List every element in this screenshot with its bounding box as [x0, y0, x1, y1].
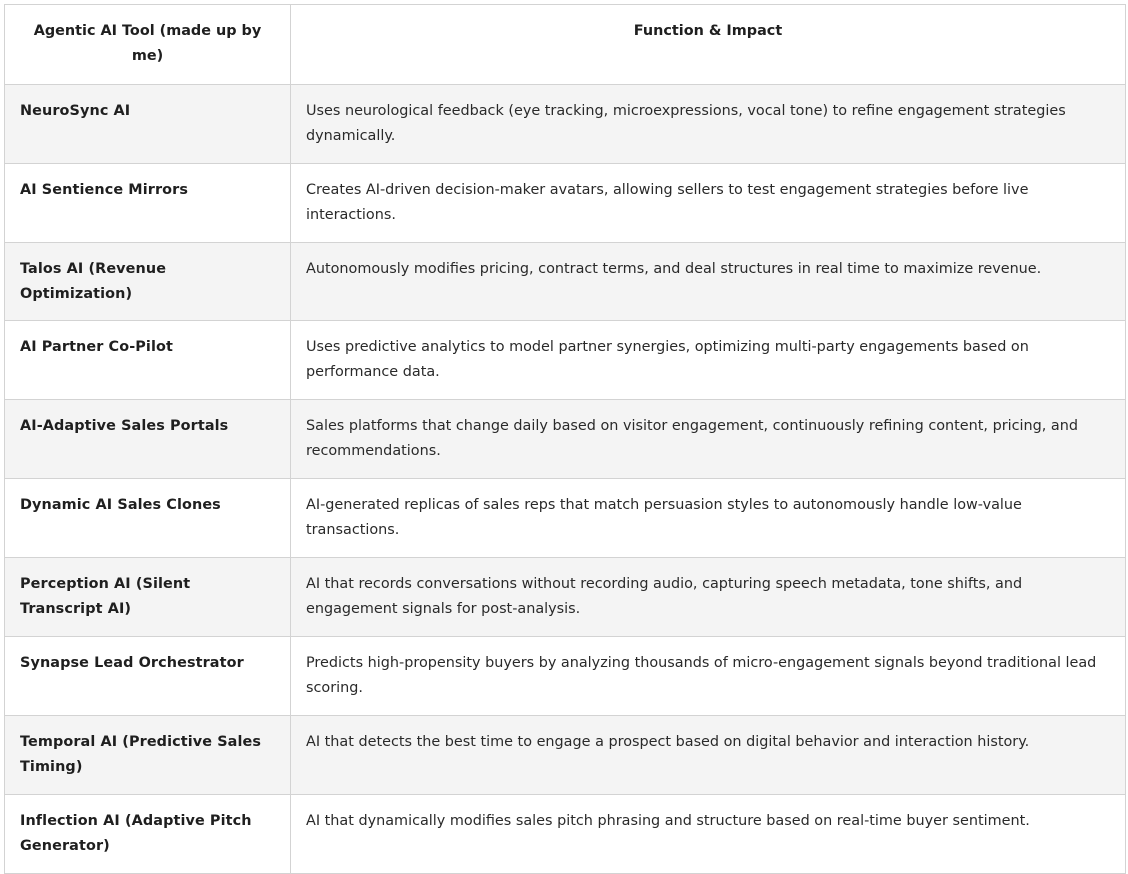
- header-tool: Agentic AI Tool (made up by me): [5, 5, 291, 85]
- tool-name-cell: Inflection AI (Adaptive Pitch Generator): [5, 795, 291, 874]
- tool-name-cell: Talos AI (Revenue Optimization): [5, 243, 291, 321]
- table-row: [5, 400, 1126, 479]
- tool-name-cell: Synapse Lead Orchestrator: [5, 637, 291, 716]
- agentic-ai-tools-table: [4, 4, 1126, 874]
- impact-cell: AI that records conversations without recording audio, capturing speech metadata, tone shifts, and engagement signals for post-analysis.: [291, 558, 1126, 637]
- tool-name-cell: Dynamic AI Sales Clones: [5, 479, 291, 558]
- table-row: [5, 795, 1126, 874]
- tool-name-cell: AI Sentience Mirrors: [5, 164, 291, 243]
- table-row: [5, 558, 1126, 637]
- table-row: [5, 321, 1126, 400]
- table-row: [5, 479, 1126, 558]
- impact-cell: AI that detects the best time to engage a prospect based on digital behavior and interaction history.: [291, 716, 1126, 795]
- tool-name-cell: Temporal AI (Predictive Sales Timing): [5, 716, 291, 795]
- table-row: [5, 716, 1126, 795]
- impact-cell: Uses neurological feedback (eye tracking, microexpressions, vocal tone) to refine engagement strategies dynamically.: [291, 85, 1126, 164]
- impact-cell: Predicts high-propensity buyers by analyzing thousands of micro-engagement signals beyond traditional lead scoring.: [291, 637, 1126, 716]
- header-row: [5, 5, 1126, 85]
- impact-cell: AI that dynamically modifies sales pitch phrasing and structure based on real-time buyer sentiment.: [291, 795, 1126, 874]
- table-body: [5, 85, 1126, 874]
- impact-cell: AI-generated replicas of sales reps that match persuasion styles to autonomously handle low-value transactions.: [291, 479, 1126, 558]
- table-row: [5, 243, 1126, 321]
- impact-cell: Creates AI-driven decision-maker avatars, allowing sellers to test engagement strategies before live interactions.: [291, 164, 1126, 243]
- tool-name-cell: Perception AI (Silent Transcript AI): [5, 558, 291, 637]
- tool-name-cell: AI Partner Co-Pilot: [5, 321, 291, 400]
- impact-cell: Autonomously modifies pricing, contract terms, and deal structures in real time to maximize revenue.: [291, 243, 1126, 321]
- table-row: [5, 85, 1126, 164]
- header-impact: Function & Impact: [291, 5, 1126, 85]
- tool-name-cell: AI-Adaptive Sales Portals: [5, 400, 291, 479]
- tool-name-cell: NeuroSync AI: [5, 85, 291, 164]
- impact-cell: Uses predictive analytics to model partner synergies, optimizing multi-party engagements based on performance data.: [291, 321, 1126, 400]
- table-header: [5, 5, 1126, 85]
- table-row: [5, 637, 1126, 716]
- table-row: [5, 164, 1126, 243]
- impact-cell: Sales platforms that change daily based on visitor engagement, continuously refining content, pricing, and recommendations.: [291, 400, 1126, 479]
